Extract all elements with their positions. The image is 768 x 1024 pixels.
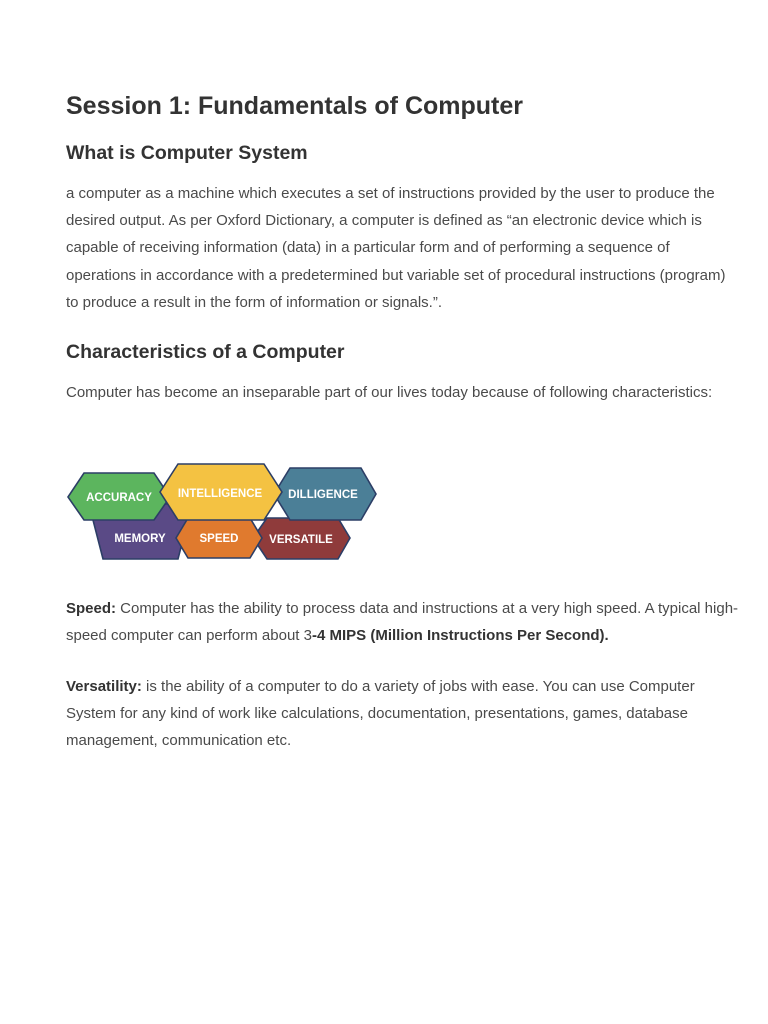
versatility-text: is the ability of a computer to do a variety of jobs with ease. You can use Computer System for any kind of work like calculations, documentation, presentations, games, database management, communication etc. xyxy=(66,678,695,750)
speed-emphasis: -4 MIPS (Million Instructions Per Second). xyxy=(311,627,609,645)
hex-intelligence-label: INTELLIGENCE xyxy=(177,488,263,500)
hex-intelligence xyxy=(160,464,282,520)
hex-memory-label: MEMORY xyxy=(114,533,166,545)
hex-versatile xyxy=(253,518,350,559)
hex-speed xyxy=(176,518,262,558)
page-title: Session 1: Fundamentals of Computer xyxy=(66,92,524,120)
section-heading-characteristics: Characteristics of a Computer xyxy=(66,341,345,363)
computer-system-paragraph: a computer as a machine which executes a set of instructions provided by the user to produce the desired output. As per Oxford Dictionary, a computer is defined as “an electronic device which is capable of receiving information (data) in a particular form and of performing a sequence of operations in accordance with a predetermined but variable set of procedural instructions (program) to produce a result in the form of information or signals.”. xyxy=(66,185,726,311)
speed-label: Speed: xyxy=(66,600,117,617)
hex-accuracy-label: ACCURACY xyxy=(86,492,152,504)
hex-speed-label: SPEED xyxy=(199,533,239,545)
versatility-label: Versatility: xyxy=(66,678,142,695)
versatility-paragraph xyxy=(66,673,746,755)
characteristics-diagram xyxy=(66,462,378,562)
speed-text: Computer has the ability to process data and instructions at a very high speed. A typical high-speed computer can perform about 3 xyxy=(66,600,739,645)
speed-paragraph xyxy=(66,595,746,649)
hex-accuracy xyxy=(68,473,170,520)
hex-versatile-label: VERSATILE xyxy=(269,534,333,546)
hex-dilligence-label: DILLIGENCE xyxy=(288,489,358,501)
hex-dilligence xyxy=(274,468,376,520)
characteristics-intro: Computer has become an inseparable part of our lives today because of following characteristics: xyxy=(66,384,713,401)
section-heading-computer-system: What is Computer System xyxy=(66,142,308,164)
